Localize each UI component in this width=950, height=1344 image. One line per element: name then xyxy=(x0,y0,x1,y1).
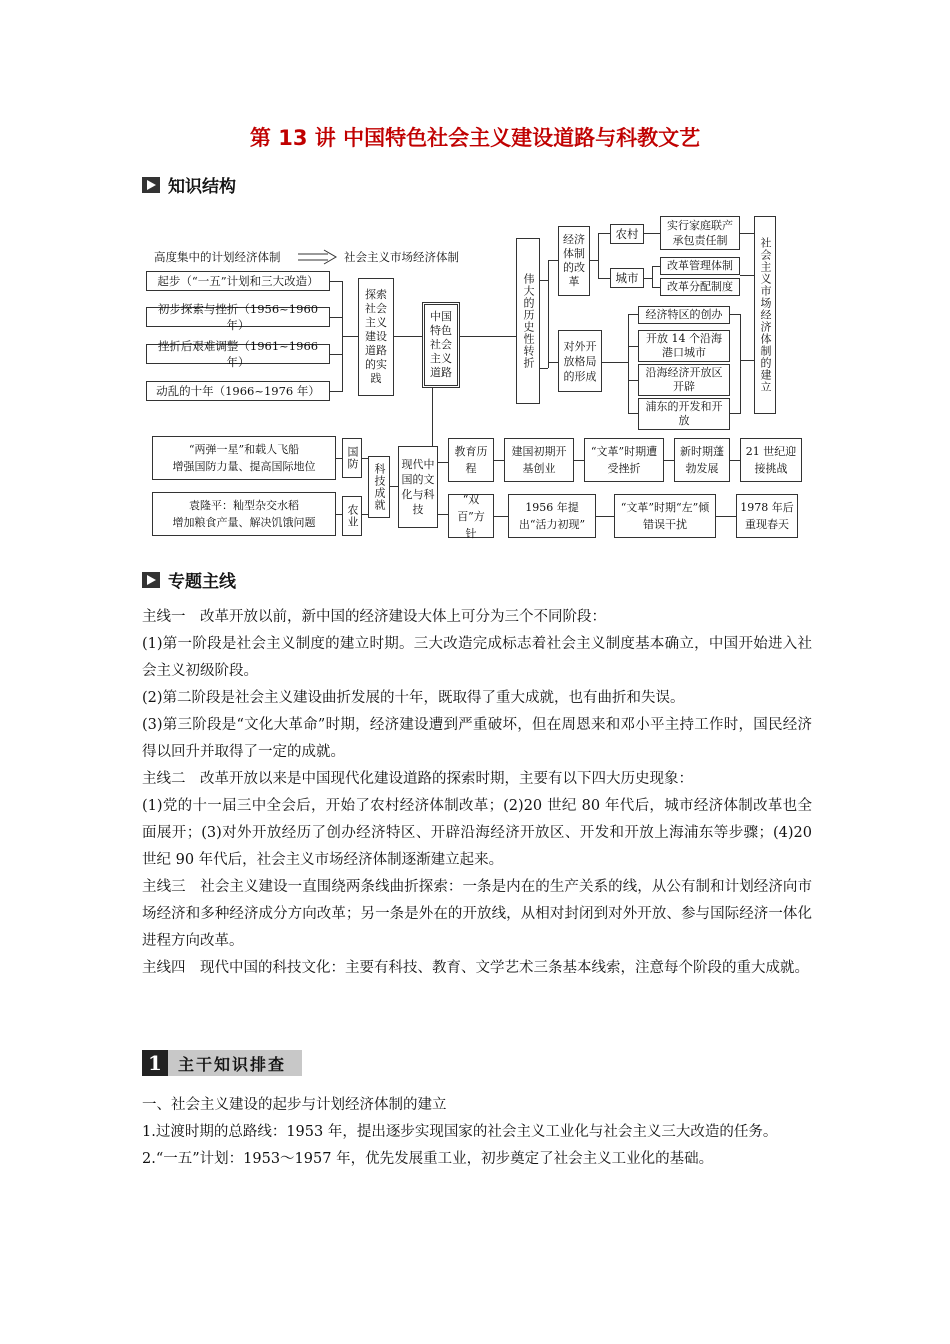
explore-box: 探索社会主义建设道路的实践 xyxy=(358,278,394,396)
phase-2: 初步探索与挫折（1956~1960 年） xyxy=(146,307,330,327)
contract-box: 实行家庭联产承包责任制 xyxy=(660,216,740,250)
paragraph: (3)第三阶段是“文化大革命”时期，经济建设遭到严重破坏，但在周恩来和邓小平主持工作时，国民经济得以回升并取得了一定的成就。 xyxy=(142,717,812,760)
turn-box: 伟大的历史性转折 xyxy=(516,238,540,404)
paragraph: 主线三 社会主义建设一直围绕两条线曲折探索：一条是内在的生产关系的线，从公有制和计划经济向市场经济和多种经济成分方向改革；另一条是外在的开放线，从相对封闭到对外开放、参与国际经济一体化进程方向改革。 xyxy=(142,879,812,949)
top-from: 高度集中的计划经济体制 xyxy=(154,250,281,264)
edu-box: 教育历程 xyxy=(448,438,494,482)
mainline-text xyxy=(142,604,812,982)
paragraph: 1.过渡时期的总路线：1953 年，提出逐步实现国家的社会主义工业化与社会主义三大改造的任务。 xyxy=(142,1124,778,1140)
banner-label: 主干知识排查 xyxy=(178,1054,287,1074)
section-mainline xyxy=(142,567,236,592)
modern-box: 现代中国的文化与科技 xyxy=(398,446,438,528)
city-box: 城市 xyxy=(610,268,644,288)
phase-3: 挫折后艰难调整（1961~1966 年） xyxy=(146,344,330,364)
sez-box: 经济特区的创办 xyxy=(638,306,730,324)
paragraph: 主线二 改革开放以来是中国现代化建设道路的探索时期，主要有以下四大历史现象： xyxy=(142,771,693,787)
coastal-box: 沿海经济开放区开辟 xyxy=(638,364,730,396)
agri-box: 农业 xyxy=(342,496,362,536)
dist-box: 改革分配制度 xyxy=(660,278,740,296)
paragraph: (2)第二阶段是社会主义建设曲折发展的十年，既取得了重大成就，也有曲折和失误。 xyxy=(142,690,685,706)
edu-4: 21 世纪迎接挑战 xyxy=(740,438,802,482)
mgmt-box: 改革管理体制 xyxy=(660,257,740,275)
edu-1: 建国初期开基创业 xyxy=(504,438,574,482)
paragraph: 一、社会主义建设的起步与计划经济体制的建立 xyxy=(142,1097,447,1113)
banner-number: 1 xyxy=(142,1050,168,1076)
opening-box: 对外开放格局的形成 xyxy=(558,330,602,392)
phase-4: 动乱的十年（1966~1976 年） xyxy=(146,381,330,401)
paragraph: 主线四 现代中国的科技文化：主要有科技、教育、文学艺术三条基本线索，注意每个阶段的重大成就。 xyxy=(142,960,809,976)
triangle-icon xyxy=(142,572,160,588)
shuangbai-box: “双百”方针 xyxy=(448,494,494,538)
two-bombs-box: “两弹一星”和载人飞船 增强国防力量、提高国际地位 xyxy=(152,436,336,480)
art-2: “文革”时期“左”倾错误干扰 xyxy=(614,494,716,538)
double-arrow-icon xyxy=(296,248,340,266)
rice-box: 袁隆平：籼型杂交水稻 增加粮食产量、解决饥饿问题 xyxy=(152,492,336,536)
paragraph: (1)第一阶段是社会主义制度的建立时期。三大改造完成标志着社会主义制度基本确立，中国开始进入社会主义初级阶段。 xyxy=(142,636,812,679)
art-1: 1956 年提出“活力初现” xyxy=(508,494,596,538)
page-title: 第 13 讲 中国特色社会主义建设道路与科教文艺 xyxy=(249,126,701,150)
paragraph: (1)党的十一届三中全会后，开始了农村经济体制改革；(2)20 世纪 80 年代后，城市经济体制改革也全面展开；(3)对外开放经历了创办经济特区、开辟沿海经济开放区、开发和开放上海浦东等步骤；(4)20 世纪 90 年代后，社会主义市场经济体制逐渐建立起来。 xyxy=(142,798,812,868)
paragraph: 主线一 改革开放以前，新中国的经济建设大体上可分为三个不同阶段： xyxy=(142,609,606,625)
rural-box: 农村 xyxy=(610,224,644,244)
top-to: 社会主义市场经济体制 xyxy=(344,250,459,264)
section-banner xyxy=(142,1050,302,1076)
defense-box: 国防 xyxy=(342,438,362,478)
phase-1: 起步（“一五”计划和三大改造） xyxy=(146,271,330,291)
edu-3: 新时期蓬勃发展 xyxy=(674,438,730,482)
art-3: 1978 年后重现春天 xyxy=(736,494,798,538)
knowledge-diagram xyxy=(0,0,950,560)
sci-tech-box: 科技成就 xyxy=(368,456,390,518)
ports-box: 开放 14 个沿海港口城市 xyxy=(638,330,730,362)
pudong-box: 浦东的开发和开放 xyxy=(638,398,730,430)
edu-2: “文革”时期遭受挫折 xyxy=(584,438,664,482)
econ-reform-box: 经济体制的改革 xyxy=(558,226,590,296)
market-system-box: 社会主义市场经济体制的建立 xyxy=(754,216,776,414)
paragraph: 2.“一五”计划：1953～1957 年，优先发展重工业，初步奠定了社会主义工业化的基础。 xyxy=(142,1151,714,1167)
section-structure-label: 知识结构 xyxy=(168,177,236,197)
bottom-text xyxy=(142,1092,812,1173)
china-road-box: 中国特色社会主义道路 xyxy=(422,302,460,388)
section-mainline-label: 专题主线 xyxy=(168,572,236,592)
